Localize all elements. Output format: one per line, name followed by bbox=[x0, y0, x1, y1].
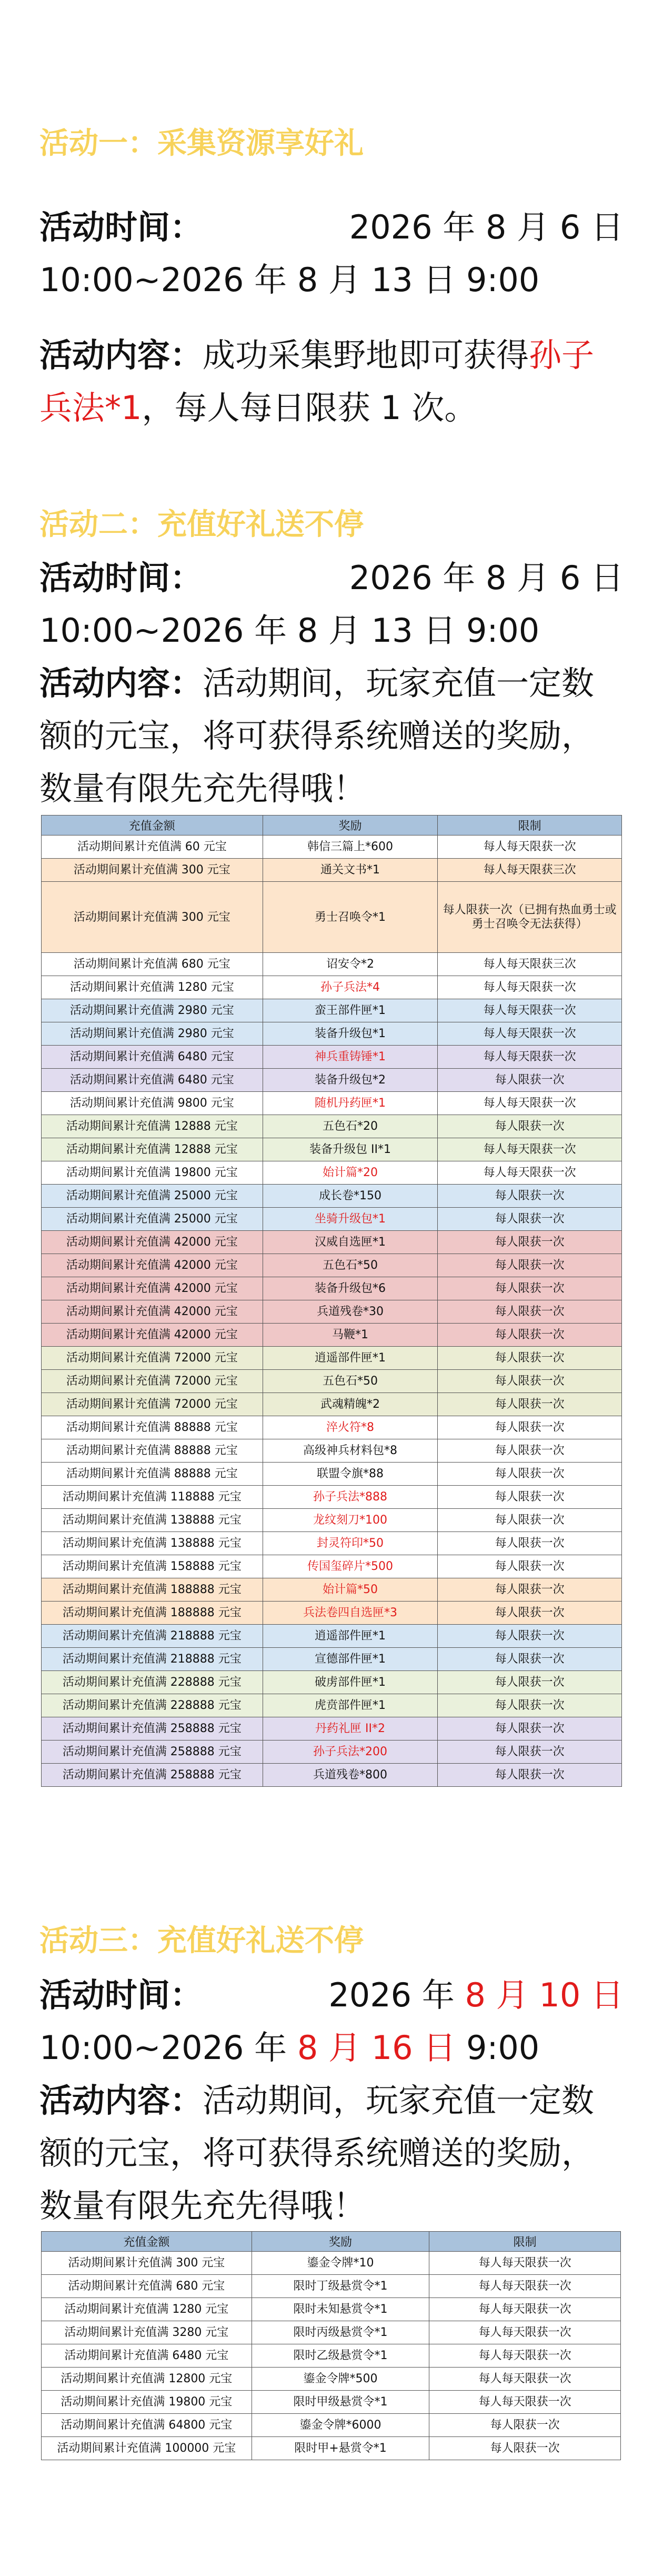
amount-cell: 活动期间累计充值满 1280 元宝 bbox=[42, 976, 263, 999]
limit-cell: 每人每天限获一次 bbox=[429, 2368, 621, 2391]
amount-cell: 活动期间累计充值满 88888 元宝 bbox=[42, 1463, 263, 1486]
limit-cell: 每人每天限获一次 bbox=[429, 2321, 621, 2344]
limit-cell: 每人限获一次 bbox=[438, 1300, 622, 1324]
content-text-end: ，每人每日限获 1 次。 bbox=[142, 389, 477, 427]
amount-cell: 活动期间累计充值满 188888 元宝 bbox=[42, 1602, 263, 1625]
table-row bbox=[42, 953, 622, 976]
time-end-date: 8 月 16 日 bbox=[297, 2028, 456, 2067]
reward-cell: 限时甲级悬赏令*1 bbox=[252, 2391, 429, 2414]
limit-cell: 每人限获一次 bbox=[438, 1532, 622, 1555]
table-row bbox=[42, 2252, 621, 2275]
limit-cell: 每人限获一次 bbox=[438, 1393, 622, 1416]
table-row bbox=[42, 1022, 622, 1046]
reward-cell: 鎏金令牌*500 bbox=[252, 2368, 429, 2391]
limit-cell: 每人每天限获一次 bbox=[429, 2275, 621, 2298]
table-row bbox=[42, 1208, 622, 1231]
content-label: 活动内容： bbox=[39, 664, 203, 702]
table-row bbox=[42, 1115, 622, 1138]
limit-cell: 每人每天限获一次 bbox=[438, 1092, 622, 1115]
reward-cell: 始计篇*50 bbox=[263, 1578, 438, 1602]
amount-cell: 活动期间累计充值满 25000 元宝 bbox=[42, 1208, 263, 1231]
reward-cell: 装备升级包 II*1 bbox=[263, 1138, 438, 1161]
reward-cell: 封灵符印*50 bbox=[263, 1532, 438, 1555]
reward-cell: 通关文书*1 bbox=[263, 859, 438, 882]
amount-cell: 活动期间累计充值满 19800 元宝 bbox=[42, 1161, 263, 1185]
activity-3-time bbox=[39, 1969, 624, 2074]
amount-cell: 活动期间累计充值满 300 元宝 bbox=[42, 2252, 252, 2275]
reward-cell: 鎏金令牌*10 bbox=[252, 2252, 429, 2275]
reward-cell: 韩信三篇上*600 bbox=[263, 836, 438, 859]
content-label: 活动内容： bbox=[39, 336, 203, 374]
amount-cell: 活动期间累计充值满 88888 元宝 bbox=[42, 1439, 263, 1463]
amount-cell: 活动期间累计充值满 60 元宝 bbox=[42, 836, 263, 859]
limit-cell: 每人限获一次（已拥有热血勇士或勇士召唤令无法获得） bbox=[438, 882, 622, 953]
table-row bbox=[42, 2391, 621, 2414]
limit-cell: 每人限获一次 bbox=[438, 1694, 622, 1717]
amount-cell: 活动期间累计充值满 218888 元宝 bbox=[42, 1648, 263, 1671]
reward-cell: 限时丁级悬赏令*1 bbox=[252, 2275, 429, 2298]
table-row bbox=[42, 1463, 622, 1486]
activity-2-content bbox=[39, 657, 624, 815]
table-row bbox=[42, 2298, 621, 2321]
table-row bbox=[42, 1185, 622, 1208]
reward-cell: 武魂精魄*2 bbox=[263, 1393, 438, 1416]
reward-cell: 限时甲+悬赏令*1 bbox=[252, 2437, 429, 2460]
reward-cell: 联盟令旗*88 bbox=[263, 1463, 438, 1486]
limit-cell: 每人限获一次 bbox=[438, 1439, 622, 1463]
amount-cell: 活动期间累计充值满 6480 元宝 bbox=[42, 1069, 263, 1092]
limit-cell: 每人每天限获一次 bbox=[438, 836, 622, 859]
table-row bbox=[42, 1717, 622, 1740]
table-row bbox=[42, 1092, 622, 1115]
reward-cell: 限时未知悬赏令*1 bbox=[252, 2298, 429, 2321]
reward-cell: 限时乙级悬赏令*1 bbox=[252, 2344, 429, 2368]
amount-cell: 活动期间累计充值满 100000 元宝 bbox=[42, 2437, 252, 2460]
time-label: 活动时间： bbox=[39, 208, 203, 246]
amount-cell: 活动期间累计充值满 138888 元宝 bbox=[42, 1532, 263, 1555]
amount-cell: 活动期间累计充值满 118888 元宝 bbox=[42, 1486, 263, 1509]
limit-cell: 每人限获一次 bbox=[438, 1625, 622, 1648]
amount-cell: 活动期间累计充值满 42000 元宝 bbox=[42, 1300, 263, 1324]
limit-cell: 每人限获一次 bbox=[438, 1509, 622, 1532]
table-row bbox=[42, 1231, 622, 1254]
time-start-date: 8 月 10 日 bbox=[465, 1976, 624, 2014]
amount-cell: 活动期间累计充值满 12800 元宝 bbox=[42, 2368, 252, 2391]
time-start: 2026 年 8 月 6 日 bbox=[349, 559, 624, 597]
reward-cell: 传国玺碎片*500 bbox=[263, 1555, 438, 1578]
reward-cell: 勇士召唤令*1 bbox=[263, 882, 438, 953]
limit-cell: 每人每天限获三次 bbox=[438, 859, 622, 882]
table-row bbox=[42, 1254, 622, 1277]
time-label: 活动时间： bbox=[39, 559, 203, 597]
activity-2-title: 活动二：充值好礼送不停 bbox=[39, 508, 364, 542]
amount-cell: 活动期间累计充值满 300 元宝 bbox=[42, 882, 263, 953]
table-row bbox=[42, 859, 622, 882]
table-row bbox=[42, 1277, 622, 1300]
table-row bbox=[42, 1347, 622, 1370]
content-reward: 孙子兵法*1 bbox=[39, 336, 595, 427]
limit-cell: 每人限获一次 bbox=[438, 1324, 622, 1347]
amount-cell: 活动期间累计充值满 9800 元宝 bbox=[42, 1092, 263, 1115]
amount-cell: 活动期间累计充值满 258888 元宝 bbox=[42, 1740, 263, 1764]
content-text: 成功采集野地即可获得 bbox=[203, 336, 529, 374]
reward-cell: 装备升级包*1 bbox=[263, 1022, 438, 1046]
time-start-year: 2026 年 bbox=[328, 1976, 465, 2014]
activity-2-time bbox=[39, 552, 624, 657]
table-row bbox=[42, 1578, 622, 1602]
table-row bbox=[42, 1671, 622, 1694]
limit-cell: 每人每天限获一次 bbox=[429, 2298, 621, 2321]
limit-cell: 每人每天限获一次 bbox=[438, 1138, 622, 1161]
amount-cell: 活动期间累计充值满 258888 元宝 bbox=[42, 1717, 263, 1740]
reward-cell: 鎏金令牌*6000 bbox=[252, 2414, 429, 2437]
amount-cell: 活动期间累计充值满 88888 元宝 bbox=[42, 1416, 263, 1439]
activity-3-reward-table bbox=[41, 2231, 621, 2460]
reward-cell: 随机丹药匣*1 bbox=[263, 1092, 438, 1115]
amount-cell: 活动期间累计充值满 42000 元宝 bbox=[42, 1231, 263, 1254]
limit-cell: 每人限获一次 bbox=[429, 2437, 621, 2460]
reward-cell: 兵道残卷*800 bbox=[263, 1764, 438, 1787]
reward-cell: 丹药礼匣 II*2 bbox=[263, 1717, 438, 1740]
limit-cell: 每人每天限获一次 bbox=[438, 1161, 622, 1185]
reward-cell: 孙子兵法*200 bbox=[263, 1740, 438, 1764]
reward-cell: 五色石*50 bbox=[263, 1254, 438, 1277]
content-text: 活动期间，玩家充值一定数额的元宝，将可获得系统赠送的奖励，数量有限先充先得哦！ bbox=[39, 2081, 595, 2225]
reward-cell: 蛮王部件匣*1 bbox=[263, 999, 438, 1022]
limit-cell: 每人每天限获一次 bbox=[429, 2391, 621, 2414]
amount-cell: 活动期间累计充值满 138888 元宝 bbox=[42, 1509, 263, 1532]
table-row bbox=[42, 1393, 622, 1416]
reward-cell: 虎贲部件匣*1 bbox=[263, 1694, 438, 1717]
limit-cell: 每人限获一次 bbox=[438, 1671, 622, 1694]
table-row bbox=[42, 1486, 622, 1509]
amount-cell: 活动期间累计充值满 1280 元宝 bbox=[42, 2298, 252, 2321]
table-row bbox=[42, 1740, 622, 1764]
reward-cell: 始计篇*20 bbox=[263, 1161, 438, 1185]
activity-1-content bbox=[39, 329, 624, 434]
amount-cell: 活动期间累计充值满 680 元宝 bbox=[42, 2275, 252, 2298]
amount-cell: 活动期间累计充值满 228888 元宝 bbox=[42, 1694, 263, 1717]
amount-cell: 活动期间累计充值满 42000 元宝 bbox=[42, 1254, 263, 1277]
reward-cell: 装备升级包*6 bbox=[263, 1277, 438, 1300]
reward-cell: 破虏部件匣*1 bbox=[263, 1671, 438, 1694]
limit-cell: 每人限获一次 bbox=[438, 1602, 622, 1625]
reward-cell: 宣德部件匣*1 bbox=[263, 1648, 438, 1671]
table-row bbox=[42, 1439, 622, 1463]
amount-cell: 活动期间累计充值满 12888 元宝 bbox=[42, 1115, 263, 1138]
limit-cell: 每人限获一次 bbox=[438, 1764, 622, 1787]
amount-cell: 活动期间累计充值满 12888 元宝 bbox=[42, 1138, 263, 1161]
limit-cell: 每人每天限获一次 bbox=[429, 2344, 621, 2368]
limit-cell: 每人限获一次 bbox=[438, 1185, 622, 1208]
amount-cell: 活动期间累计充值满 6480 元宝 bbox=[42, 2344, 252, 2368]
amount-cell: 活动期间累计充值满 300 元宝 bbox=[42, 859, 263, 882]
reward-cell: 马鞭*1 bbox=[263, 1324, 438, 1347]
limit-cell: 每人限获一次 bbox=[438, 1416, 622, 1439]
amount-cell: 活动期间累计充值满 258888 元宝 bbox=[42, 1764, 263, 1787]
reward-cell: 坐骑升级包*1 bbox=[263, 1208, 438, 1231]
header-limit: 限制 bbox=[429, 2232, 621, 2252]
table-row bbox=[42, 1764, 622, 1787]
table-row bbox=[42, 976, 622, 999]
amount-cell: 活动期间累计充值满 188888 元宝 bbox=[42, 1578, 263, 1602]
amount-cell: 活动期间累计充值满 72000 元宝 bbox=[42, 1393, 263, 1416]
table-row bbox=[42, 1069, 622, 1092]
table-row bbox=[42, 1648, 622, 1671]
time-label: 活动时间： bbox=[39, 1976, 203, 2014]
reward-cell: 汉威自选匣*1 bbox=[263, 1231, 438, 1254]
table-row bbox=[42, 1532, 622, 1555]
reward-cell: 五色石*20 bbox=[263, 1115, 438, 1138]
limit-cell: 每人限获一次 bbox=[438, 1115, 622, 1138]
table-row bbox=[42, 1509, 622, 1532]
limit-cell: 每人每天限获一次 bbox=[438, 999, 622, 1022]
amount-cell: 活动期间累计充值满 2980 元宝 bbox=[42, 1022, 263, 1046]
amount-cell: 活动期间累计充值满 72000 元宝 bbox=[42, 1370, 263, 1393]
table-row bbox=[42, 2437, 621, 2460]
limit-cell: 每人限获一次 bbox=[438, 1277, 622, 1300]
amount-cell: 活动期间累计充值满 19800 元宝 bbox=[42, 2391, 252, 2414]
amount-cell: 活动期间累计充值满 6480 元宝 bbox=[42, 1046, 263, 1069]
reward-cell: 高级神兵材料包*8 bbox=[263, 1439, 438, 1463]
amount-cell: 活动期间累计充值满 72000 元宝 bbox=[42, 1347, 263, 1370]
activity-3-title: 活动三：充值好礼送不停 bbox=[39, 1924, 364, 1958]
amount-cell: 活动期间累计充值满 25000 元宝 bbox=[42, 1185, 263, 1208]
limit-cell: 每人限获一次 bbox=[438, 1370, 622, 1393]
limit-cell: 每人限获一次 bbox=[438, 1463, 622, 1486]
header-limit: 限制 bbox=[438, 815, 622, 836]
limit-cell: 每人限获一次 bbox=[438, 1254, 622, 1277]
limit-cell: 每人限获一次 bbox=[438, 1740, 622, 1764]
reward-cell: 孙子兵法*4 bbox=[263, 976, 438, 999]
table-row bbox=[42, 1324, 622, 1347]
amount-cell: 活动期间累计充值满 3280 元宝 bbox=[42, 2321, 252, 2344]
content-label: 活动内容： bbox=[39, 2081, 203, 2120]
limit-cell: 每人限获一次 bbox=[438, 1069, 622, 1092]
table-row bbox=[42, 1694, 622, 1717]
amount-cell: 活动期间累计充值满 158888 元宝 bbox=[42, 1555, 263, 1578]
limit-cell: 每人限获一次 bbox=[429, 2414, 621, 2437]
time-range: 10:00~2026 年 8 月 13 日 9:00 bbox=[39, 261, 540, 299]
limit-cell: 每人每天限获三次 bbox=[438, 953, 622, 976]
table-row bbox=[42, 1138, 622, 1161]
header-reward: 奖励 bbox=[263, 815, 438, 836]
content-text: 活动期间，玩家充值一定数额的元宝，将可获得系统赠送的奖励，数量有限先充先得哦！ bbox=[39, 664, 595, 808]
limit-cell: 每人限获一次 bbox=[438, 1231, 622, 1254]
reward-cell: 五色石*50 bbox=[263, 1370, 438, 1393]
limit-cell: 每人每天限获一次 bbox=[438, 976, 622, 999]
table-row bbox=[42, 2368, 621, 2391]
header-reward: 奖励 bbox=[252, 2232, 429, 2252]
header-amount: 充值金额 bbox=[42, 2232, 252, 2252]
reward-cell: 诏安令*2 bbox=[263, 953, 438, 976]
reward-cell: 兵道残卷*30 bbox=[263, 1300, 438, 1324]
activity-2-reward-table bbox=[41, 815, 622, 1787]
limit-cell: 每人每天限获一次 bbox=[438, 1046, 622, 1069]
limit-cell: 每人限获一次 bbox=[438, 1486, 622, 1509]
table-row bbox=[42, 1416, 622, 1439]
reward-cell: 逍遥部件匣*1 bbox=[263, 1625, 438, 1648]
table-row bbox=[42, 1046, 622, 1069]
table-row bbox=[42, 1555, 622, 1578]
limit-cell: 每人每天限获一次 bbox=[429, 2252, 621, 2275]
table-row bbox=[42, 1625, 622, 1648]
amount-cell: 活动期间累计充值满 218888 元宝 bbox=[42, 1625, 263, 1648]
amount-cell: 活动期间累计充值满 42000 元宝 bbox=[42, 1277, 263, 1300]
table-row bbox=[42, 2275, 621, 2298]
reward-cell: 神兵重铸锤*1 bbox=[263, 1046, 438, 1069]
limit-cell: 每人限获一次 bbox=[438, 1555, 622, 1578]
amount-cell: 活动期间累计充值满 228888 元宝 bbox=[42, 1671, 263, 1694]
reward-cell: 限时丙级悬赏令*1 bbox=[252, 2321, 429, 2344]
time-range: 10:00~2026 年 8 月 13 日 9:00 bbox=[39, 611, 540, 650]
reward-cell: 兵法卷四自选匣*3 bbox=[263, 1602, 438, 1625]
table-row bbox=[42, 2321, 621, 2344]
time-end-hour: 9:00 bbox=[456, 2028, 540, 2067]
reward-cell: 逍遥部件匣*1 bbox=[263, 1347, 438, 1370]
reward-cell: 淬火符*8 bbox=[263, 1416, 438, 1439]
reward-cell: 装备升级包*2 bbox=[263, 1069, 438, 1092]
amount-cell: 活动期间累计充值满 680 元宝 bbox=[42, 953, 263, 976]
amount-cell: 活动期间累计充值满 42000 元宝 bbox=[42, 1324, 263, 1347]
header-amount: 充值金额 bbox=[42, 815, 263, 836]
table-row bbox=[42, 1161, 622, 1185]
amount-cell: 活动期间累计充值满 64800 元宝 bbox=[42, 2414, 252, 2437]
activity-3-content bbox=[39, 2074, 624, 2232]
activity-1-time bbox=[39, 201, 624, 306]
table-row bbox=[42, 999, 622, 1022]
time-range-start: 10:00~2026 年 bbox=[39, 2028, 297, 2067]
limit-cell: 每人限获一次 bbox=[438, 1208, 622, 1231]
table-row bbox=[42, 882, 622, 953]
time-start: 2026 年 8 月 6 日 bbox=[349, 208, 624, 246]
reward-cell: 孙子兵法*888 bbox=[263, 1486, 438, 1509]
limit-cell: 每人限获一次 bbox=[438, 1717, 622, 1740]
table-row bbox=[42, 2414, 621, 2437]
reward-cell: 成长卷*150 bbox=[263, 1185, 438, 1208]
table-row bbox=[42, 836, 622, 859]
table-row bbox=[42, 1370, 622, 1393]
table-row bbox=[42, 1300, 622, 1324]
reward-cell: 龙纹刻刀*100 bbox=[263, 1509, 438, 1532]
limit-cell: 每人每天限获一次 bbox=[438, 1022, 622, 1046]
activity-1-title: 活动一：采集资源享好礼 bbox=[39, 126, 364, 161]
table-row bbox=[42, 2344, 621, 2368]
amount-cell: 活动期间累计充值满 2980 元宝 bbox=[42, 999, 263, 1022]
limit-cell: 每人限获一次 bbox=[438, 1578, 622, 1602]
limit-cell: 每人限获一次 bbox=[438, 1347, 622, 1370]
table-row bbox=[42, 1602, 622, 1625]
limit-cell: 每人限获一次 bbox=[438, 1648, 622, 1671]
